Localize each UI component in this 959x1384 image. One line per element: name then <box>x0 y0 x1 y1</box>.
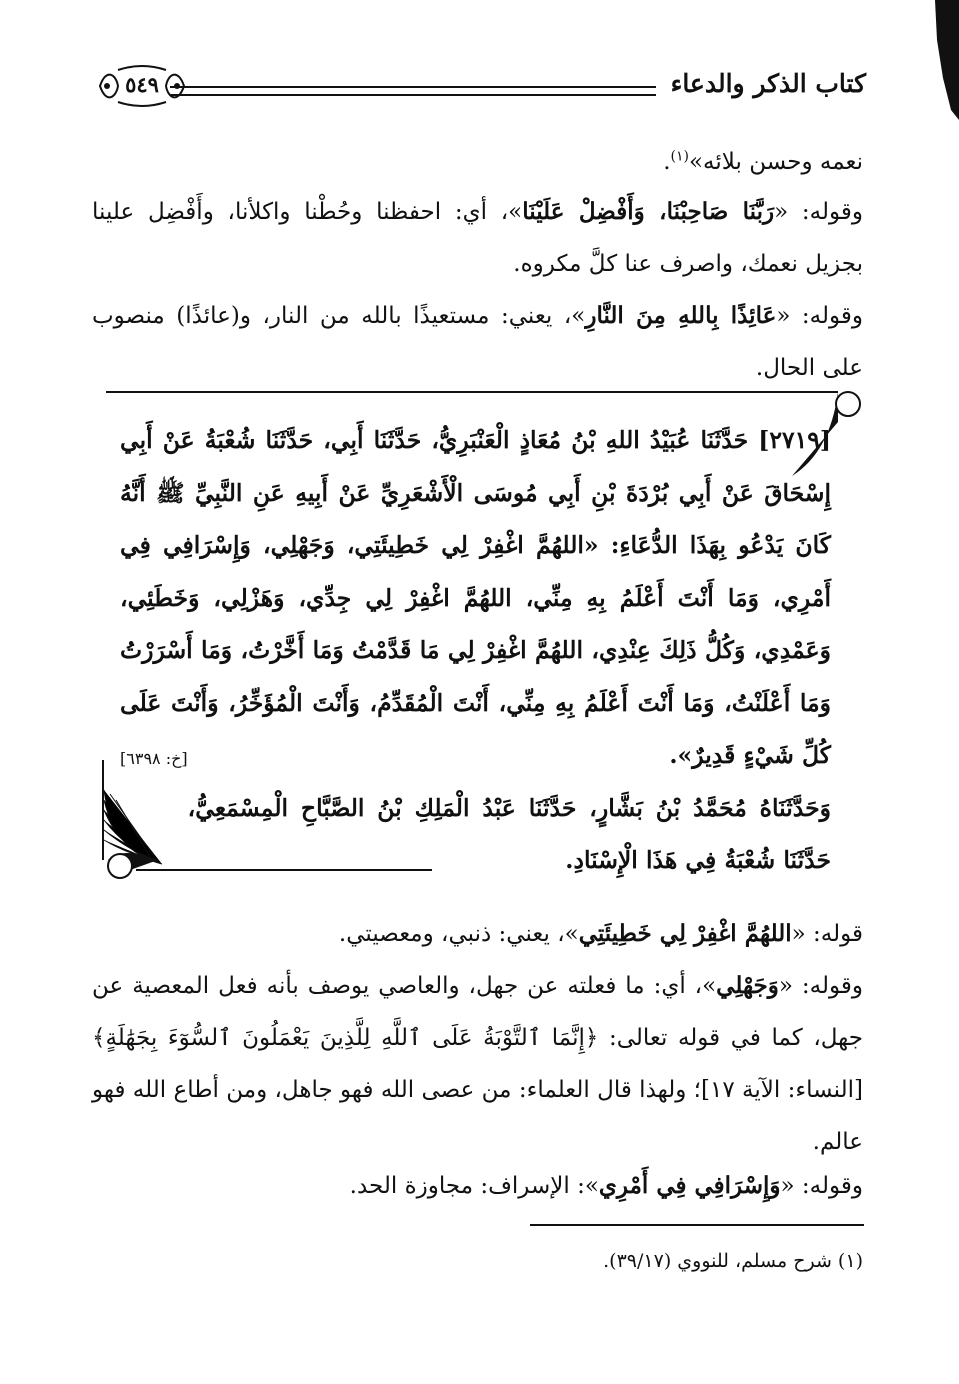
commentary-text: »، أي: ما فعلته عن جهل، والعاصي يوصف بأنه فعل المعصية عن جهل، كما في قوله تعالى: ﴿إِنَّمَا ٱلتَّوْبَةُ عَلَى ٱللَّهِ لِلَّذِينَ يَعْمَلُونَ ٱلسُّوٓءَ بِجَهَٰلَةٍ﴾ [النساء: الآية ١٧]؛ ولهذا قال العلماء: من عصى الله فهو جاهل، ومن أطاع الله فهو عالم. <box>92 973 863 1155</box>
page-number-badge <box>96 64 188 108</box>
lead-text: وقوله: « <box>780 1173 863 1199</box>
paragraph-2 <box>92 186 863 290</box>
footnote-marker: (١) <box>670 148 689 165</box>
hadith-text <box>120 414 831 887</box>
lead-text: قوله: « <box>791 921 863 947</box>
lead-text: وقوله: « <box>776 303 863 329</box>
paragraph-1-text: نعمه وحسن بلائه» <box>688 149 863 175</box>
commentary-text: »، يعني: ذنبي، ومعصيتي. <box>338 921 579 947</box>
commentary-text: »: الإسراف: مجاوزة الحد. <box>349 1173 599 1199</box>
quoted-phrase: اللهُمَّ اغْفِرْ لِي خَطِيئَتِي <box>578 920 792 947</box>
lead-text: وقوله: « <box>774 199 863 225</box>
quoted-phrase: وَجَهْلِي <box>716 972 779 999</box>
paragraph-1 <box>92 136 863 188</box>
commentary-text: »، أي: احفظنا وحُطْنا واكلأنا، وأَفْضِل علينا بجزيل نعمك، واصرف عنا كلَّ مكروه. <box>92 199 863 277</box>
page-edge-mark <box>929 0 959 120</box>
footnote: (١) شرح مسلم، للنووي (٣٩/١٧). <box>603 1250 863 1272</box>
quoted-phrase: عَائِذًا بِاللهِ مِنَ النَّارِ <box>585 302 777 329</box>
paragraph-1-end: . <box>663 149 671 175</box>
hadith-second-chain: وَحَدَّثَنَاهُ مُحَمَّدُ بْنُ بَشَّارٍ، حَدَّثَنَا عَبْدُ الْمَلِكِ بْنُ الصَّبَّاحِ الْمِسْمَعِيُّ، حَدَّثَنَا شُعْبَةُ فِي هَذَا الْإِسْنَادِ. <box>187 793 831 874</box>
header-rule <box>170 86 656 96</box>
hadith-body: [٢٧١٩] حَدَّثَنَا عُبَيْدُ اللهِ بْنُ مُعَاذٍ الْعَنْبَرِيُّ، حَدَّثَنَا أَبِي، حَدَّثَنَا شُعْبَةُ عَنْ أَبِي إِسْحَاقَ عَنْ أَبِي بُرْدَةَ بْنِ أَبِي مُوسَى الْأَشْعَرِيِّ عَنْ أَبِيهِ عَنِ النَّبِيِّ ﷺ أَنَّهُ كَانَ يَدْعُو بِهَذَا الدُّعَاءِ: «اللهُمَّ اغْفِرْ لِي خَطِيئَتِي، وَجَهْلِي، وَإِسْرَافِي فِي أَمْرِي، وَمَا أَنْتَ أَعْلَمُ بِهِ مِنِّي، اللهُمَّ اغْفِرْ لِي جِدِّي، وَهَزْلِي، وَخَطَئِي، وَعَمْدِي، وَكُلُّ ذَلِكَ عِنْدِي، اللهُمَّ اغْفِرْ لِي مَا قَدَّمْتُ وَمَا أَخَّرْتُ، وَمَا أَسْرَرْتُ وَمَا أَعْلَنْتُ، وَمَا أَنْتَ أَعْلَمُ بِهِ مِنِّي، أَنْتَ الْمُقَدِّمُ، وَأَنْتَ الْمُؤَخِّرُ، وَأَنْتَ عَلَى كُلِّ شَيْءٍ قَدِيرٌ». <box>120 426 831 769</box>
paragraph-5 <box>92 960 863 1168</box>
paragraph-3 <box>92 290 863 394</box>
hadith-reference: [خ: ٦٣٩٨] <box>120 749 188 768</box>
paragraph-6 <box>92 1160 863 1212</box>
book-title: كتاب الذكر والدعاء <box>670 69 866 98</box>
lead-text: وقوله: « <box>778 973 863 999</box>
footnote-separator <box>530 1224 864 1226</box>
paragraph-4 <box>92 908 863 960</box>
quoted-phrase: وَإِسْرَافِي فِي أَمْرِي <box>598 1172 781 1199</box>
commentary-text: »، يعني: مستعيذًا بالله من النار، و(عائذًا) منصوب على الحال. <box>92 303 863 381</box>
quoted-phrase: رَبَّنَا صَاحِبْنَا، وَأَفْضِلْ عَلَيْنَا <box>522 198 775 225</box>
page-number: ٥٤٩ <box>125 72 159 97</box>
running-header <box>96 64 866 108</box>
